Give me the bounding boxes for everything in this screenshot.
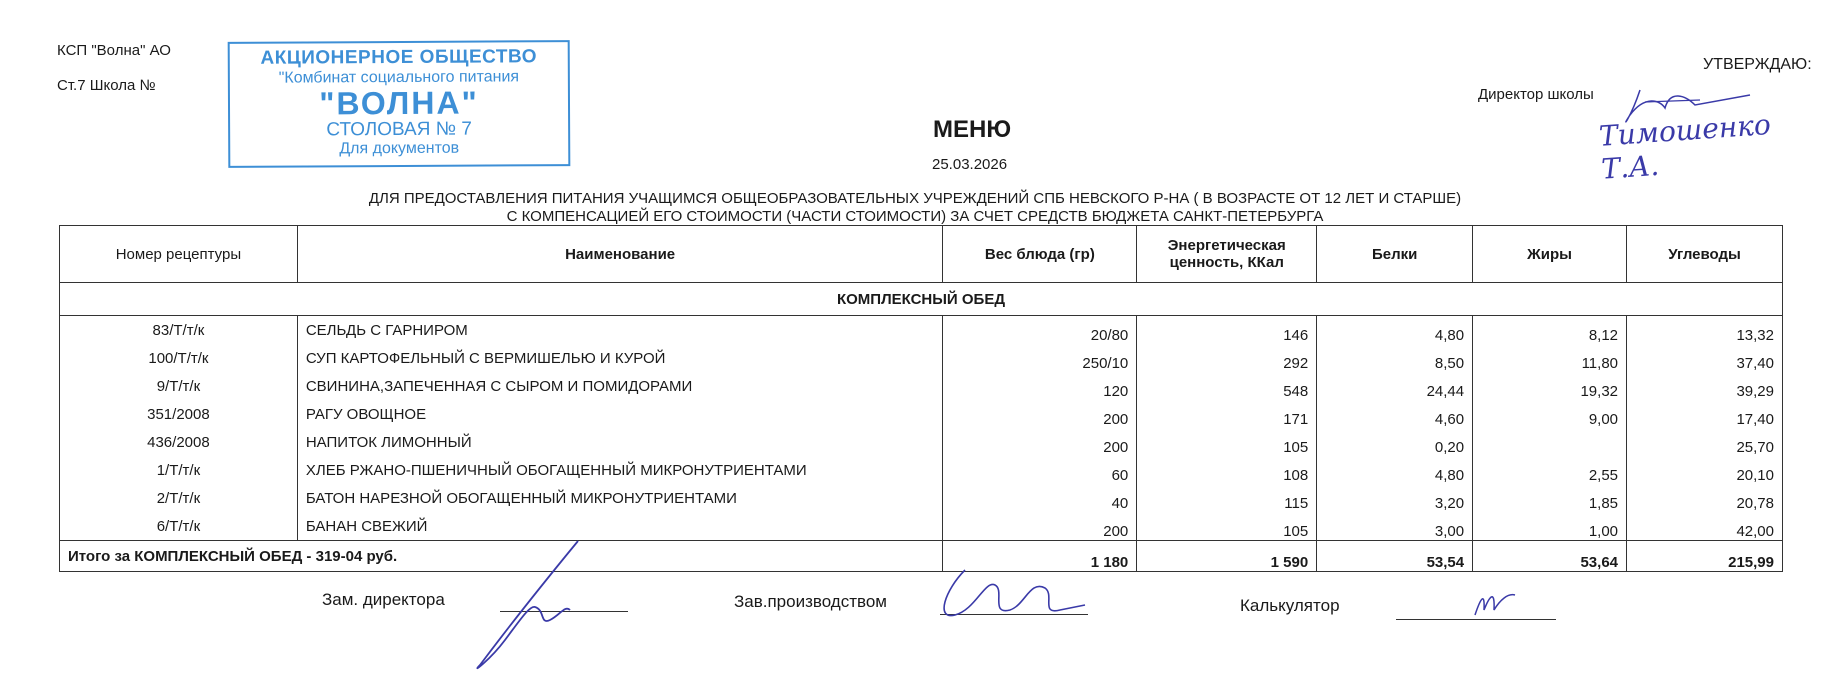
protein-cell: 4,60 [1317,400,1473,428]
protein-cell: 4,80 [1317,456,1473,484]
table-header-row [60,226,1783,283]
name-cell: БАНАН СВЕЖИЙ [297,512,943,541]
carbs-cell: 25,70 [1627,428,1783,456]
fat-cell: 19,32 [1473,372,1627,400]
stamp-line-1: АКЦИОНЕРНОЕ ОБЩЕСТВО [260,46,538,69]
name-cell: РАГУ ОВОЩНОЕ [297,400,943,428]
table-row [60,428,1783,456]
name-cell: СВИНИНА,ЗАПЕЧЕННАЯ С СЫРОМ И ПОМИДОРАМИ [297,372,943,400]
table-row [60,400,1783,428]
subtitle-line-1: ДЛЯ ПРЕДОСТАВЛЕНИЯ ПИТАНИЯ УЧАЩИМСЯ ОБЩЕОБРАЗОВАТЕЛЬНЫХ УЧРЕЖДЕНИЙ СПБ НЕВСКОГО Р-НА ( В ВОЗРАСТЕ ОТ 12 ЛЕТ И СТАРШЕ) [368,190,1462,207]
table-row [60,372,1783,400]
carbs-cell: 20,78 [1627,484,1783,512]
header-weight: Вес блюда (гр) [943,226,1137,283]
deputy-director-label: Зам. директора [322,590,445,609]
weight-cell: 250/10 [943,344,1137,372]
name-cell: НАПИТОК ЛИМОННЫЙ [297,428,943,456]
stamp-line-5: Для документов [339,139,460,158]
director-label: Директор школы [1478,86,1594,103]
company-stamp [228,40,571,168]
director-signature-name: Тимошенко Т.А. [1597,107,1772,186]
total-protein: 53,54 [1317,541,1473,572]
name-cell: БАТОН НАРЕЗНОЙ ОБОГАЩЕННЫЙ МИКРОНУТРИЕНТАМИ [297,484,943,512]
protein-cell: 24,44 [1317,372,1473,400]
energy-cell: 292 [1137,344,1317,372]
fat-cell: 8,12 [1473,316,1627,345]
menu-date: 25.03.2026 [932,156,1008,173]
weight-cell: 200 [943,400,1137,428]
calculator-label: Калькулятор [1240,596,1340,615]
recipe-cell: 6/Т/т/к [60,512,298,541]
header-fat: Жиры [1473,226,1627,283]
production-manager-label: Зав.производством [734,592,887,611]
organization-name: КСП "Волна" АО [57,42,171,59]
table-row [60,316,1783,345]
weight-cell: 60 [943,456,1137,484]
section-row [60,283,1783,316]
table-row [60,512,1783,541]
fat-cell: 1,85 [1473,484,1627,512]
weight-cell: 200 [943,512,1137,541]
recipe-cell: 83/Т/т/к [60,316,298,345]
header-carbs: Углеводы [1627,226,1783,283]
weight-cell: 20/80 [943,316,1137,345]
recipe-cell: 351/2008 [60,400,298,428]
fat-cell: 2,55 [1473,456,1627,484]
fat-cell: 1,00 [1473,512,1627,541]
table-row [60,344,1783,372]
name-cell: СУП КАРТОФЕЛЬНЫЙ С ВЕРМИШЕЛЬЮ И КУРОЙ [297,344,943,372]
recipe-cell: 436/2008 [60,428,298,456]
header-protein: Белки [1317,226,1473,283]
carbs-cell: 39,29 [1627,372,1783,400]
weight-cell: 200 [943,428,1137,456]
header-name: Наименование [297,226,943,283]
stamp-line-3: "ВОЛНА" [319,84,479,122]
energy-cell: 105 [1137,428,1317,456]
protein-cell: 0,20 [1317,428,1473,456]
page-title: МЕНЮ [933,116,1012,143]
approval-label: УТВЕРЖДАЮ: [1703,56,1812,73]
carbs-cell: 42,00 [1627,512,1783,541]
recipe-cell: 9/Т/т/к [60,372,298,400]
menu-table [59,225,1783,572]
total-fat: 53,64 [1473,541,1627,572]
weight-cell: 40 [943,484,1137,512]
recipe-cell: 1/Т/т/к [60,456,298,484]
fat-cell [1473,428,1627,456]
table-row [60,456,1783,484]
energy-cell: 108 [1137,456,1317,484]
total-row [60,541,1783,572]
total-energy: 1 590 [1137,541,1317,572]
school-name: Ст.7 Школа № [57,77,156,94]
stamp-line-2: "Комбинат социального питания [278,68,520,87]
header-energy: Энергетическая ценность, ККал [1137,226,1317,283]
protein-cell: 3,20 [1317,484,1473,512]
calculator-signature [1470,585,1530,625]
protein-cell: 8,50 [1317,344,1473,372]
total-carbs: 215,99 [1627,541,1783,572]
stamp-line-4: СТОЛОВАЯ № 7 [326,118,472,141]
deputy-signature [470,535,630,675]
production-signature [935,560,1095,630]
section-title: КОМПЛЕКСНЫЙ ОБЕД [60,283,1783,316]
energy-cell: 171 [1137,400,1317,428]
weight-cell: 120 [943,372,1137,400]
recipe-cell: 2/Т/т/к [60,484,298,512]
header-recipe: Номер рецептуры [60,226,298,283]
total-label: Итого за КОМПЛЕКСНЫЙ ОБЕД - 319-04 руб. [60,541,943,572]
carbs-cell: 13,32 [1627,316,1783,345]
carbs-cell: 37,40 [1627,344,1783,372]
carbs-cell: 17,40 [1627,400,1783,428]
protein-cell: 3,00 [1317,512,1473,541]
recipe-cell: 100/Т/т/к [60,344,298,372]
carbs-cell: 20,10 [1627,456,1783,484]
fat-cell: 11,80 [1473,344,1627,372]
total-weight: 1 180 [943,541,1137,572]
name-cell: СЕЛЬДЬ С ГАРНИРОМ [297,316,943,345]
subtitle-line-2: С КОМПЕНСАЦИЕЙ ЕГО СТОИМОСТИ (ЧАСТИ СТОИМОСТИ) ЗА СЧЕТ СРЕДСТВ БЮДЖЕТА САНКТ-ПЕТЕРБУРГА [506,208,1324,225]
table-row [60,484,1783,512]
energy-cell: 548 [1137,372,1317,400]
energy-cell: 146 [1137,316,1317,345]
energy-cell: 115 [1137,484,1317,512]
name-cell: ХЛЕБ РЖАНО-ПШЕНИЧНЫЙ ОБОГАЩЕННЫЙ МИКРОНУТРИЕНТАМИ [297,456,943,484]
protein-cell: 4,80 [1317,316,1473,345]
energy-cell: 105 [1137,512,1317,541]
fat-cell: 9,00 [1473,400,1627,428]
